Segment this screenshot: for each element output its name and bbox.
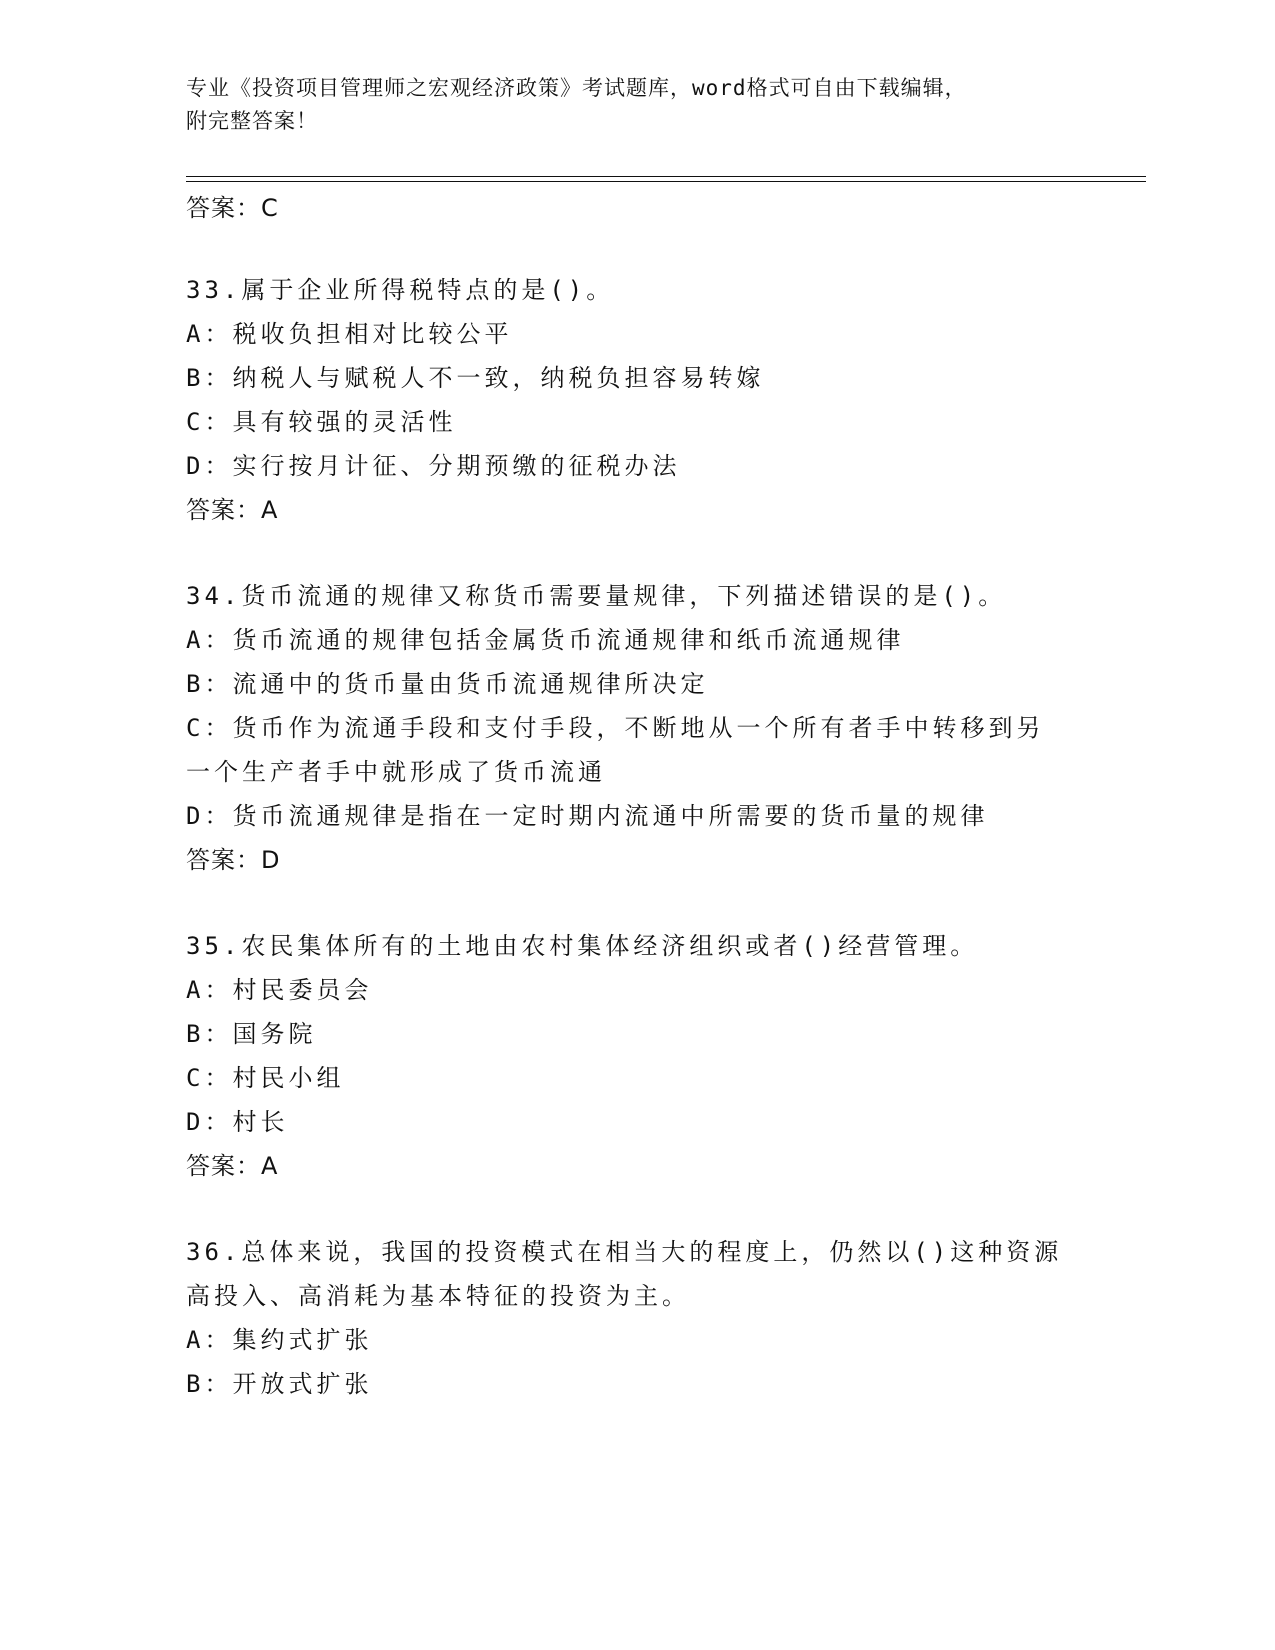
question-33-option-b: B：纳税人与赋税人不一致，纳税负担容易转嫁 xyxy=(186,364,765,392)
question-34-option-a: A：货币流通的规律包括金属货币流通规律和纸币流通规律 xyxy=(186,626,905,654)
question-33-option-c: C：具有较强的灵活性 xyxy=(186,408,457,436)
question-34-option-c-cont: 一个生产者手中就形成了货币流通 xyxy=(186,758,606,786)
document-header xyxy=(186,72,1066,138)
question-36-option-a: A：集约式扩张 xyxy=(186,1326,373,1354)
header-line-1: 专业《投资项目管理师之宏观经济政策》考试题库，word格式可自由下载编辑， xyxy=(186,76,967,100)
answer-prev: 答案：C xyxy=(186,194,279,222)
question-35-option-c: C：村民小组 xyxy=(186,1064,345,1092)
question-33-option-a: A：税收负担相对比较公平 xyxy=(186,320,513,348)
question-35-option-b: B：国务院 xyxy=(186,1020,317,1048)
question-33-option-d: D：实行按月计征、分期预缴的征税办法 xyxy=(186,452,681,480)
question-36-stem: 36.总体来说，我国的投资模式在相当大的程度上，仍然以()这种资源 xyxy=(186,1238,1063,1266)
question-35-option-a: A：村民委员会 xyxy=(186,976,373,1004)
question-36-option-b: B：开放式扩张 xyxy=(186,1370,373,1398)
header-divider xyxy=(186,176,1146,182)
question-36-stem-cont: 高投入、高消耗为基本特征的投资为主。 xyxy=(186,1282,690,1310)
question-33-answer: 答案：A xyxy=(186,496,279,524)
question-35-stem: 35.农民集体所有的土地由农村集体经济组织或者()经营管理。 xyxy=(186,932,979,960)
question-34-stem: 34.货币流通的规律又称货币需要量规律，下列描述错误的是()。 xyxy=(186,582,1007,610)
header-line-2: 附完整答案！ xyxy=(186,109,318,133)
question-35-option-d: D：村长 xyxy=(186,1108,289,1136)
question-34-answer: 答案：D xyxy=(186,846,281,874)
question-35-answer: 答案：A xyxy=(186,1152,279,1180)
question-33-stem: 33.属于企业所得税特点的是()。 xyxy=(186,276,615,304)
question-34-option-b: B：流通中的货币量由货币流通规律所决定 xyxy=(186,670,709,698)
question-34-option-c: C：货币作为流通手段和支付手段，不断地从一个所有者手中转移到另 xyxy=(186,714,1045,742)
document-page xyxy=(186,0,1146,1650)
question-34-option-d: D：货币流通规律是指在一定时期内流通中所需要的货币量的规律 xyxy=(186,802,989,830)
